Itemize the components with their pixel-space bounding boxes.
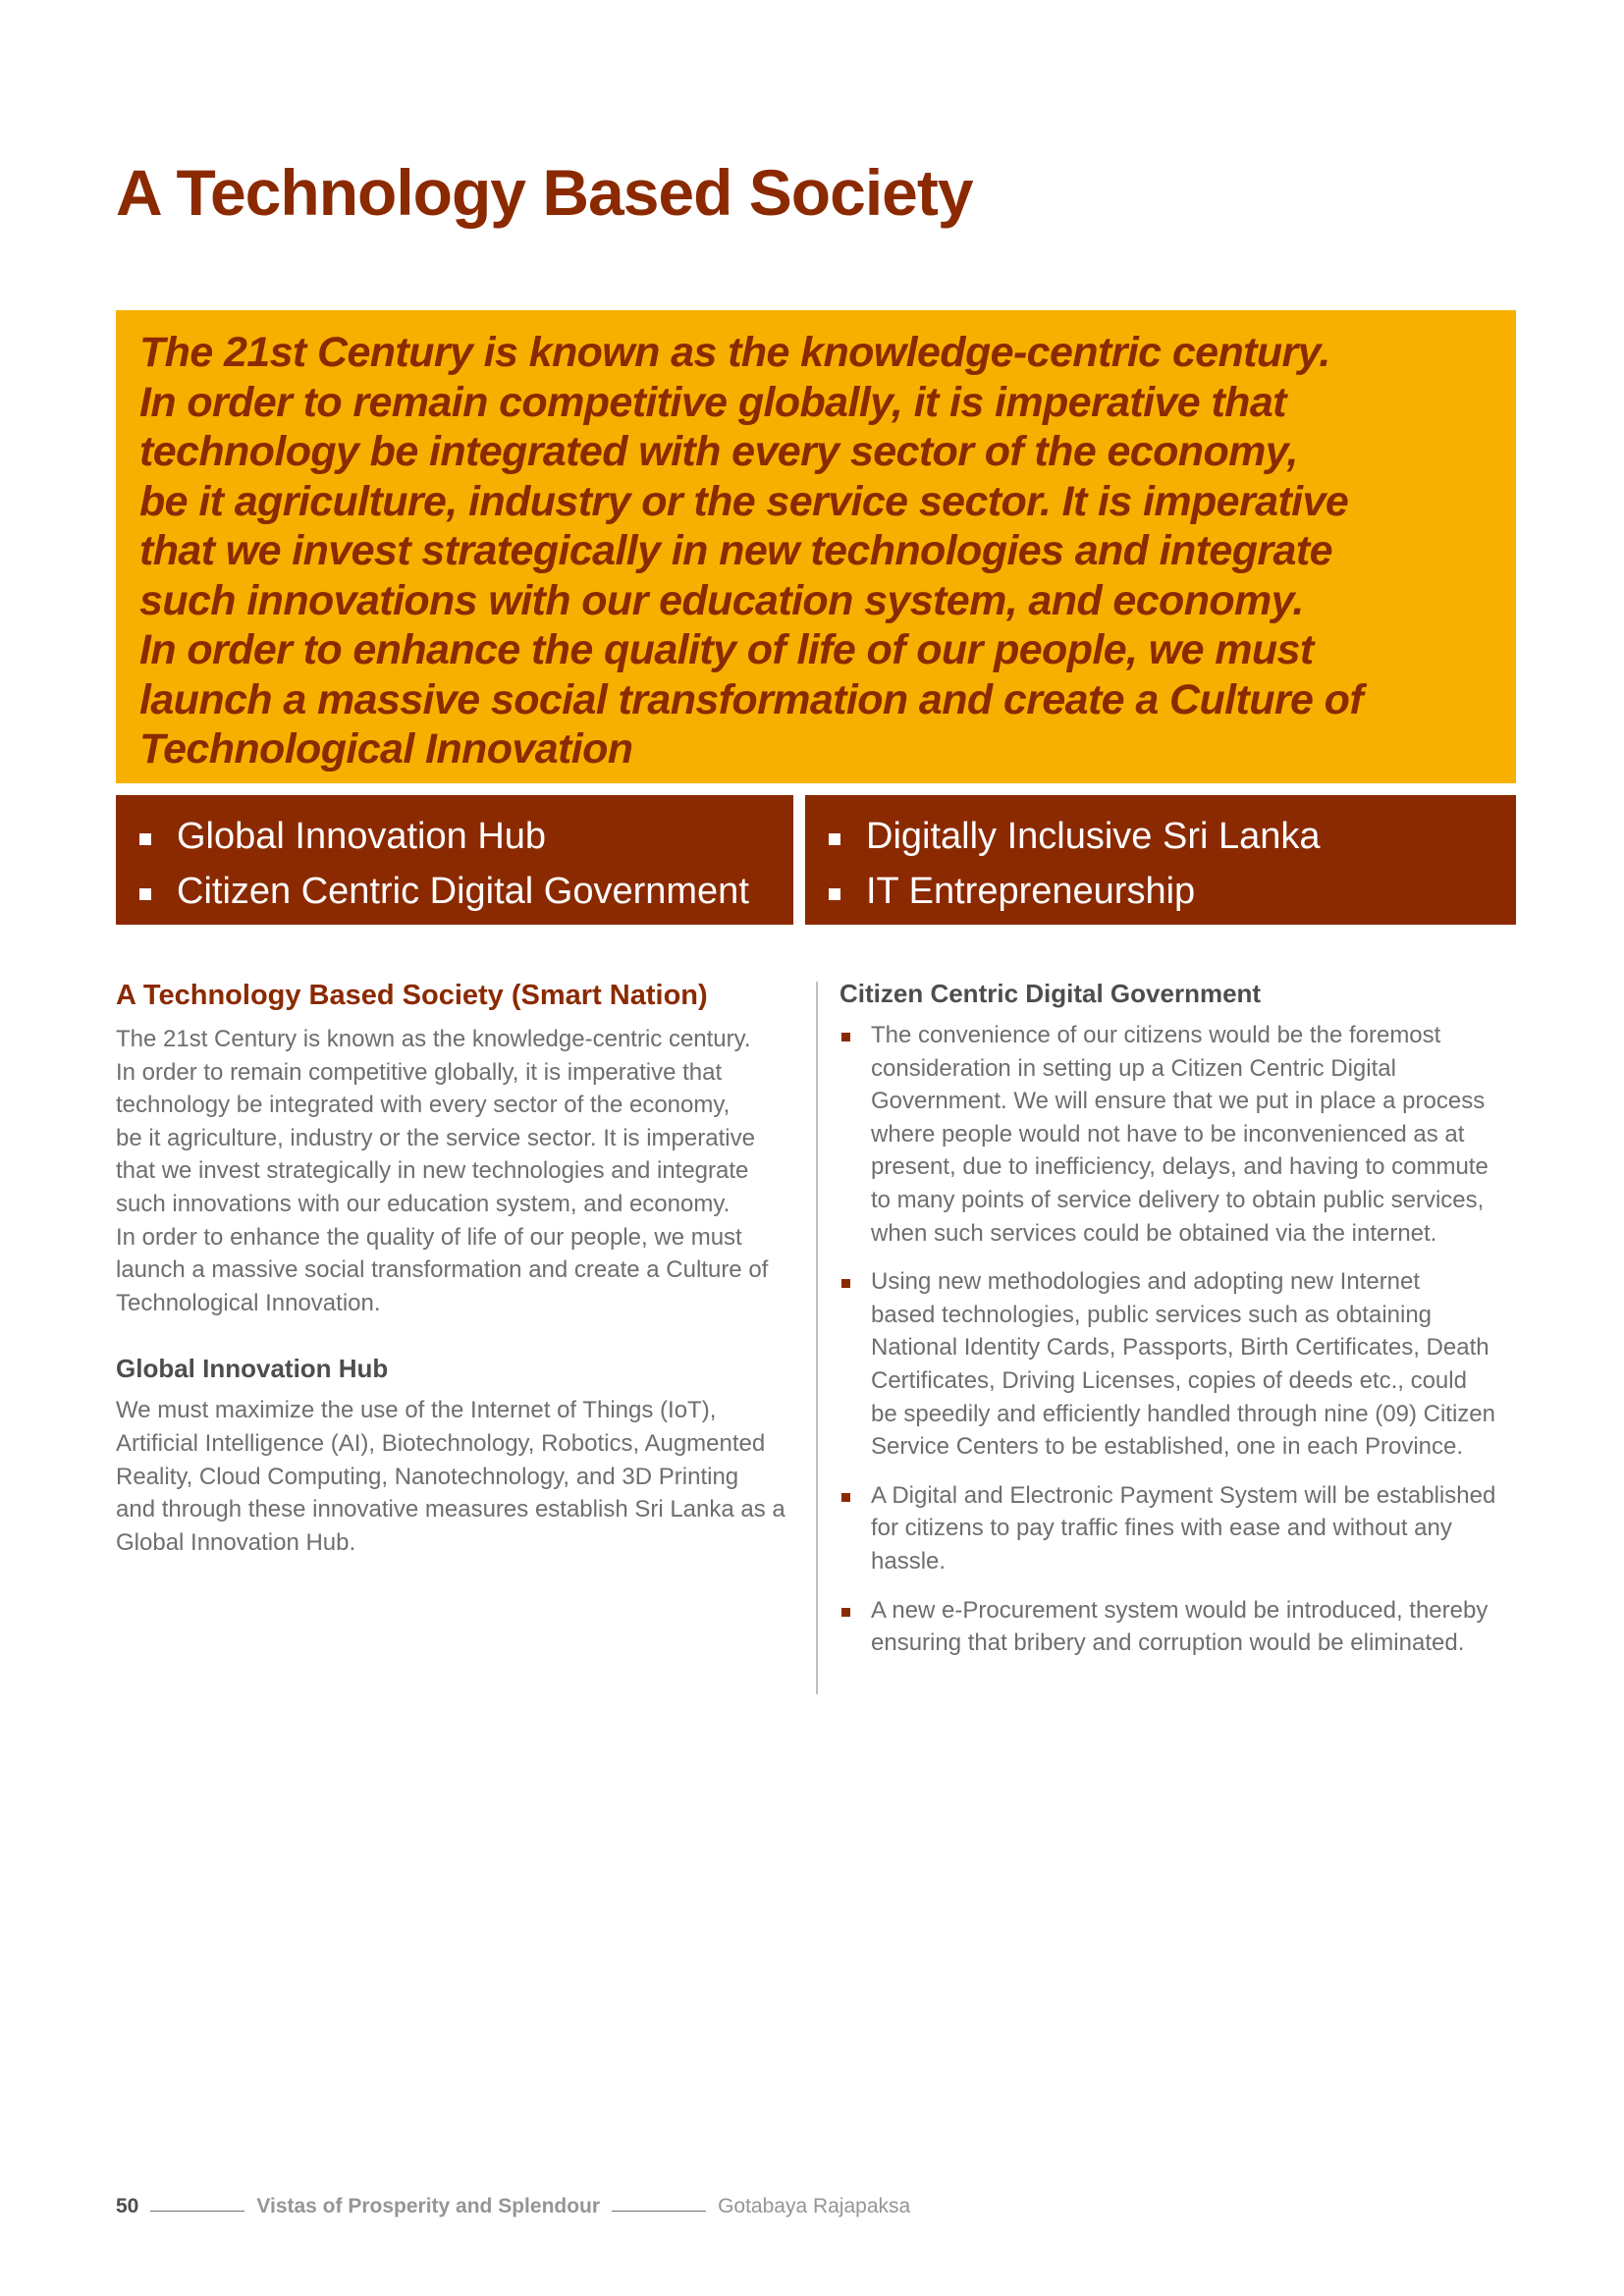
highlight-line: Technological Innovation [139, 725, 633, 773]
text-line: ensuring that bribery and corruption would be eliminated. [871, 1629, 1465, 1657]
square-bullet-icon [841, 1279, 850, 1288]
text-line: A Digital and Electronic Payment System will be established [871, 1481, 1496, 1509]
text-line: Reality, Cloud Computing, Nanotechnology, and 3D Printing [116, 1463, 739, 1490]
list-item [839, 1019, 1517, 1250]
text-line: be speedily and efficiently handled through nine (09) Citizen [871, 1400, 1495, 1427]
highlight-line: The 21st Century is known as the knowledge-centric century. [139, 329, 1330, 376]
text-line: National Identity Cards, Passports, Birth Certificates, Death [871, 1334, 1489, 1362]
panel-item [829, 864, 1516, 919]
square-bullet-icon [829, 888, 840, 900]
topics-panel-right [805, 795, 1516, 925]
panel-item [829, 809, 1516, 864]
list-item [839, 1479, 1517, 1578]
square-bullet-icon [841, 1033, 850, 1041]
highlight-line: In order to remain competitive globally, it is imperative that [139, 378, 1286, 426]
highlight-line: In order to enhance the quality of life of our people, we must [139, 626, 1314, 673]
square-bullet-icon [841, 1493, 850, 1502]
text-line: Using new methodologies and adopting new Internet [871, 1268, 1421, 1296]
text-line: launch a massive social transformation and create a Culture of [116, 1256, 769, 1284]
text-line: to many points of service delivery to obtain public services, [871, 1186, 1485, 1213]
text-line: for citizens to pay traffic fines with ease and without any [871, 1515, 1452, 1542]
text-line: In order to remain competitive globally, it is imperative that [116, 1058, 723, 1086]
page-footer [116, 2195, 910, 2218]
text-line: hassle. [871, 1547, 947, 1575]
section-paragraph [116, 1023, 803, 1319]
text-line: that we invest strategically in new technologies and integrate [116, 1157, 749, 1185]
square-bullet-icon [139, 833, 151, 845]
panel-item-label: Digitally Inclusive Sri Lanka [866, 815, 1321, 857]
page-title: A Technology Based Society [116, 156, 973, 229]
highlight-line: technology be integrated with every sector of the economy, [139, 428, 1298, 475]
author-name: Gotabaya Rajapaksa [718, 2195, 911, 2217]
text-line: based technologies, public services such as obtaining [871, 1301, 1433, 1328]
text-line: The 21st Century is known as the knowledge-centric century. [116, 1026, 751, 1052]
section-heading: A Technology Based Society (Smart Nation) [116, 980, 708, 1011]
footer-rule [150, 2211, 244, 2212]
text-line: A new e-Procurement system would be introduced, thereby [871, 1596, 1489, 1624]
left-column [116, 976, 803, 1559]
text-line: and through these innovative measures establish Sri Lanka as a [116, 1496, 785, 1523]
highlight-quote-box [116, 310, 1516, 783]
text-line: consideration in setting up a Citizen Centric Digital [871, 1054, 1396, 1082]
footer-rule [612, 2211, 706, 2212]
subsection-heading: Global Innovation Hub [116, 1354, 389, 1384]
text-line: The convenience of our citizens would be the foremost [871, 1022, 1441, 1048]
column-divider [816, 982, 818, 1694]
highlight-line: that we invest strategically in new technologies and integrate [139, 527, 1332, 574]
text-line: be it agriculture, industry or the service sector. It is imperative [116, 1124, 755, 1151]
text-line: Certificates, Driving Licenses, copies of deeds etc., could [871, 1366, 1467, 1394]
text-line: Technological Innovation. [116, 1289, 381, 1316]
text-line: In order to enhance the quality of life of our people, we must [116, 1223, 742, 1251]
panel-item-label: IT Entrepreneurship [866, 870, 1196, 912]
highlight-line: be it agriculture, industry or the service sector. It is imperative [139, 477, 1349, 525]
panel-item-label: Citizen Centric Digital Government [177, 870, 749, 912]
square-bullet-icon [829, 833, 840, 845]
text-line: such innovations with our education system, and economy. [116, 1190, 731, 1217]
topics-panel-left [116, 795, 793, 925]
panel-item [139, 809, 793, 864]
text-line: when such services could be obtained via the internet. [871, 1219, 1437, 1247]
text-line: where people would not have to be inconvenienced as at [871, 1120, 1465, 1148]
text-line: Service Centers to be established, one in each Province. [871, 1433, 1464, 1461]
highlight-line: such innovations with our education system, and economy. [139, 576, 1304, 624]
text-line: technology be integrated with every sector of the economy, [116, 1092, 731, 1119]
list-item [839, 1265, 1517, 1464]
text-line: Global Innovation Hub. [116, 1528, 356, 1556]
panel-item-label: Global Innovation Hub [177, 815, 547, 857]
text-line: Government. We will ensure that we put in place a process [871, 1088, 1486, 1115]
right-column [839, 976, 1517, 1660]
section-heading: Citizen Centric Digital Government [839, 979, 1262, 1008]
panel-item [139, 864, 793, 919]
list-item [839, 1594, 1517, 1660]
subsection-paragraph [116, 1394, 803, 1559]
text-line: present, due to inefficiency, delays, and having to commute [871, 1153, 1489, 1181]
page-number: 50 [116, 2195, 139, 2217]
book-title: Vistas of Prosperity and Splendour [256, 2195, 601, 2217]
text-line: Artificial Intelligence (AI), Biotechnology, Robotics, Augmented [116, 1429, 766, 1457]
text-line: We must maximize the use of the Internet of Things (IoT), [116, 1397, 717, 1424]
highlight-line: launch a massive social transformation and create a Culture of [139, 675, 1364, 723]
square-bullet-icon [139, 888, 151, 900]
square-bullet-icon [841, 1608, 850, 1617]
